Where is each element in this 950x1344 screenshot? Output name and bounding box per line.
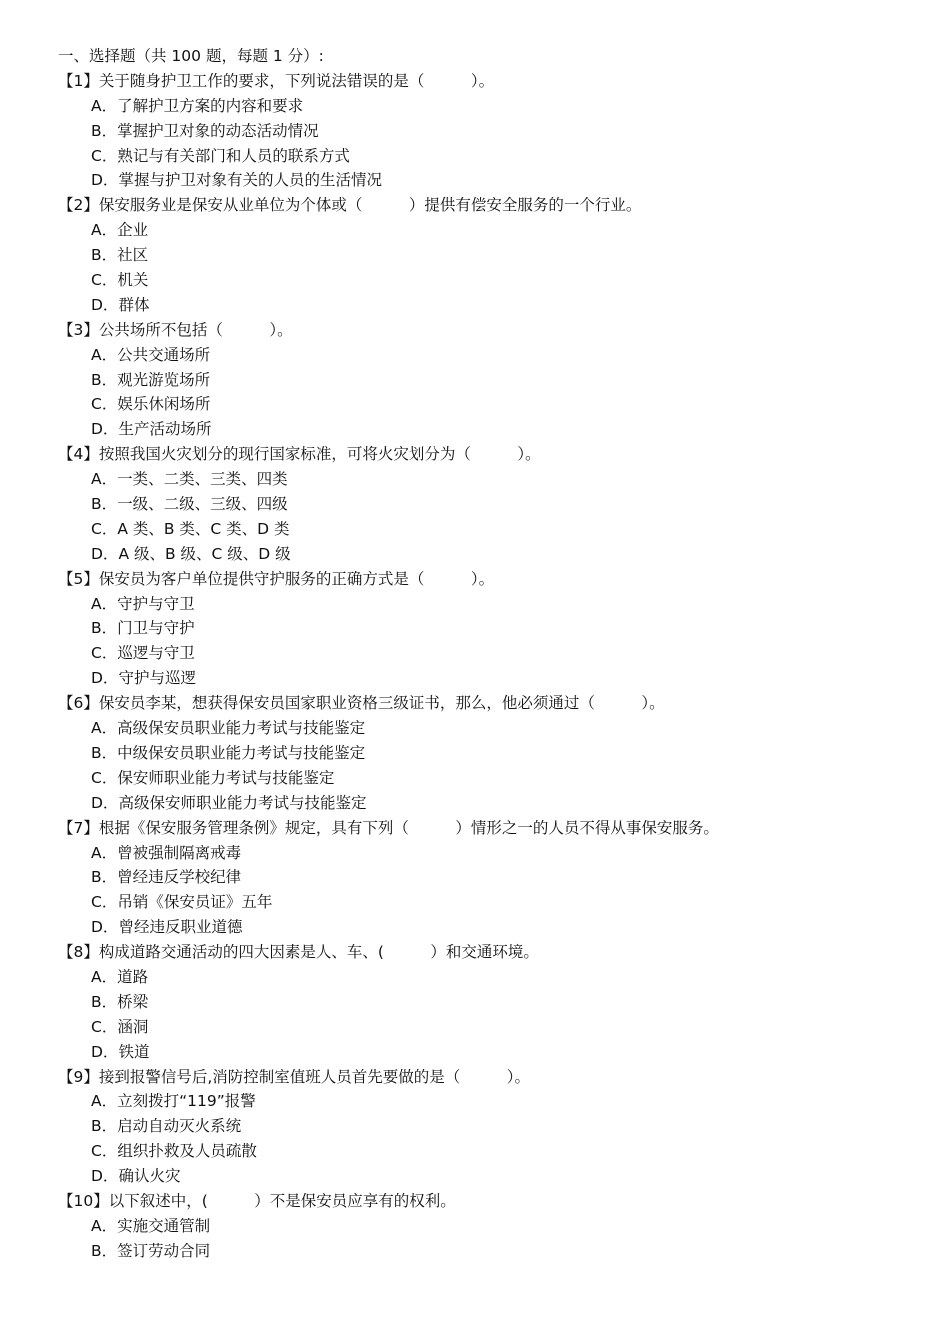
option-letter: C．	[91, 395, 118, 414]
question-text: 保安员为客户单位提供守护服务的正确方式是（ ）。	[98, 569, 495, 588]
question-stem	[58, 442, 918, 467]
option-text: 一类、二类、三类、四类	[117, 470, 288, 489]
question-number: 【6】	[58, 694, 99, 713]
option-text: 守护与守卫	[117, 594, 195, 613]
answer-option	[58, 392, 918, 417]
question-text: 保安服务业是保安从业单位为个体或（ ）提供有偿安全服务的一个行业。	[98, 196, 642, 215]
option-letter: B．	[91, 1241, 118, 1260]
question-stem	[58, 816, 918, 841]
option-letter: D．	[91, 669, 119, 688]
option-letter: D．	[91, 171, 119, 190]
option-text: 吊销《保安员证》五年	[117, 893, 273, 912]
option-text: 道路	[117, 967, 149, 986]
answer-option	[58, 766, 918, 791]
option-text: 签订劳动合同	[117, 1241, 211, 1260]
question-stem	[58, 69, 918, 94]
question-text: 按照我国火灾划分的现行国家标准，可将火灾划分为（ ）。	[98, 445, 541, 464]
option-text: 机关	[117, 271, 149, 290]
question-stem	[58, 1065, 918, 1090]
question-number: 【2】	[58, 196, 99, 215]
answer-option	[58, 243, 918, 268]
option-text: 门卫与守护	[117, 619, 195, 638]
option-letter: C．	[91, 271, 118, 290]
question-text: 关于随身护卫工作的要求，下列说法错误的是（ ）。	[98, 71, 495, 90]
answer-option	[58, 1139, 918, 1164]
answer-option	[58, 791, 918, 816]
question-number: 【10】	[58, 1191, 109, 1210]
answer-option	[58, 1164, 918, 1189]
answer-option	[58, 368, 918, 393]
option-text: 观光游览场所	[117, 370, 211, 389]
option-letter: D．	[91, 1167, 119, 1186]
option-text: 娱乐休闲场所	[117, 395, 211, 414]
option-text: 生产活动场所	[118, 420, 212, 439]
question-text: 接到报警信号后,消防控制室值班人员首先要做的是（ ）。	[98, 1067, 531, 1086]
option-letter: D．	[91, 420, 119, 439]
option-text: 实施交通管制	[117, 1216, 211, 1235]
option-text: 高级保安员职业能力考试与技能鉴定	[117, 719, 366, 738]
question-stem	[58, 940, 918, 965]
option-letter: C．	[91, 1142, 118, 1161]
option-letter: D．	[91, 918, 119, 937]
answer-option	[58, 218, 918, 243]
answer-option	[58, 417, 918, 442]
option-letter: A．	[91, 1216, 118, 1235]
question-text: 保安员李某，想获得保安员国家职业资格三级证书，那么，他必须通过（ ）。	[98, 694, 665, 713]
answer-option	[58, 467, 918, 492]
option-text: 曾经违反职业道德	[118, 918, 243, 937]
option-text: 立刻拨打“119”报警	[117, 1092, 256, 1111]
option-letter: A．	[91, 967, 118, 986]
option-text: 社区	[117, 246, 149, 265]
answer-option	[58, 119, 918, 144]
option-letter: C．	[91, 893, 118, 912]
option-text: 曾经违反学校纪律	[117, 868, 242, 887]
question-item	[58, 1065, 918, 1189]
option-text: 铁道	[118, 1042, 150, 1061]
question-number: 【4】	[58, 445, 99, 464]
option-letter: B．	[91, 495, 118, 514]
answer-option	[58, 542, 918, 567]
answer-option	[58, 144, 918, 169]
answer-option	[58, 1089, 918, 1114]
question-stem	[58, 1189, 918, 1214]
answer-option	[58, 343, 918, 368]
answer-option	[58, 94, 918, 119]
question-item	[58, 1189, 918, 1264]
option-letter: C．	[91, 768, 118, 787]
answer-option	[58, 293, 918, 318]
option-text: 掌握与护卫对象有关的人员的生活情况	[118, 171, 382, 190]
option-letter: B．	[91, 743, 118, 762]
answer-option	[58, 268, 918, 293]
option-letter: B．	[91, 121, 118, 140]
option-letter: D．	[91, 793, 119, 812]
option-text: A 级、B 级、C 级、D 级	[118, 544, 291, 563]
option-text: 保安师职业能力考试与技能鉴定	[117, 768, 335, 787]
option-letter: D．	[91, 1042, 119, 1061]
option-letter: D．	[91, 544, 119, 563]
answer-option	[58, 716, 918, 741]
option-letter: B．	[91, 992, 118, 1011]
question-text: 构成道路交通活动的四大因素是人、车、( ）和交通环境。	[98, 943, 539, 962]
answer-option	[58, 915, 918, 940]
answer-option	[58, 841, 918, 866]
option-letter: A．	[91, 345, 118, 364]
answer-option	[58, 616, 918, 641]
answer-option	[58, 517, 918, 542]
answer-option	[58, 492, 918, 517]
option-text: 公共交通场所	[117, 345, 211, 364]
question-number: 【5】	[58, 569, 99, 588]
answer-option	[58, 1239, 918, 1264]
option-text: 巡逻与守卫	[117, 644, 195, 663]
answer-option	[58, 965, 918, 990]
answer-option	[58, 890, 918, 915]
question-stem	[58, 691, 918, 716]
option-letter: A．	[91, 470, 118, 489]
question-item	[58, 816, 918, 940]
question-item	[58, 69, 918, 193]
option-letter: B．	[91, 370, 118, 389]
option-letter: A．	[91, 843, 118, 862]
questions-container	[58, 69, 918, 1264]
question-item	[58, 318, 918, 442]
question-item	[58, 193, 918, 317]
option-text: 中级保安员职业能力考试与技能鉴定	[117, 743, 366, 762]
option-letter: B．	[91, 619, 118, 638]
option-letter: C．	[91, 644, 118, 663]
option-text: 涵洞	[117, 1017, 149, 1036]
option-letter: C．	[91, 1017, 118, 1036]
option-letter: B．	[91, 246, 118, 265]
option-text: 确认火灾	[118, 1167, 181, 1186]
option-text: 曾被强制隔离戒毒	[117, 843, 242, 862]
question-text: 根据《保安服务管理条例》规定，具有下列（ ）情形之一的人员不得从事保安服务。	[98, 818, 719, 837]
question-stem	[58, 193, 918, 218]
answer-option	[58, 168, 918, 193]
question-stem	[58, 318, 918, 343]
question-number: 【7】	[58, 818, 99, 837]
question-text: 以下叙述中，( ）不是保安员应享有的权利。	[108, 1191, 456, 1210]
answer-option	[58, 1040, 918, 1065]
option-text: 企业	[117, 221, 149, 240]
answer-option	[58, 865, 918, 890]
answer-option	[58, 1015, 918, 1040]
question-item	[58, 940, 918, 1064]
option-text: A 类、B 类、C 类、D 类	[117, 519, 290, 538]
question-item	[58, 442, 918, 566]
question-text: 公共场所不包括（ ）。	[98, 320, 293, 339]
option-text: 组织扑救及人员疏散	[117, 1142, 257, 1161]
question-number: 【8】	[58, 943, 99, 962]
option-letter: A．	[91, 221, 118, 240]
section-title: 一、选择题（共 100 题，每题 1 分）:	[58, 47, 324, 65]
option-text: 守护与巡逻	[118, 669, 196, 688]
option-text: 一级、二级、三级、四级	[117, 495, 288, 514]
answer-option	[58, 641, 918, 666]
question-number: 【9】	[58, 1067, 99, 1086]
answer-option	[58, 1214, 918, 1239]
option-text: 启动自动灭火系统	[117, 1117, 242, 1136]
option-letter: A．	[91, 719, 118, 738]
option-text: 桥梁	[117, 992, 149, 1011]
option-letter: C．	[91, 519, 118, 538]
option-letter: C．	[91, 146, 118, 165]
option-letter: A．	[91, 1092, 118, 1111]
answer-option	[58, 990, 918, 1015]
answer-option	[58, 666, 918, 691]
option-text: 了解护卫方案的内容和要求	[117, 96, 304, 115]
option-text: 掌握护卫对象的动态活动情况	[117, 121, 319, 140]
answer-option	[58, 1114, 918, 1139]
option-letter: A．	[91, 594, 118, 613]
question-list	[58, 44, 918, 1264]
option-text: 高级保安师职业能力考试与技能鉴定	[118, 793, 367, 812]
answer-option	[58, 592, 918, 617]
option-letter: B．	[91, 1117, 118, 1136]
question-item	[58, 567, 918, 691]
option-letter: B．	[91, 868, 118, 887]
question-number: 【3】	[58, 320, 99, 339]
answer-option	[58, 741, 918, 766]
question-item	[58, 691, 918, 815]
question-stem	[58, 567, 918, 592]
question-number: 【1】	[58, 71, 99, 90]
option-text: 群体	[118, 295, 150, 314]
option-letter: A．	[91, 96, 118, 115]
option-letter: D．	[91, 295, 119, 314]
option-text: 熟记与有关部门和人员的联系方式	[117, 146, 350, 165]
